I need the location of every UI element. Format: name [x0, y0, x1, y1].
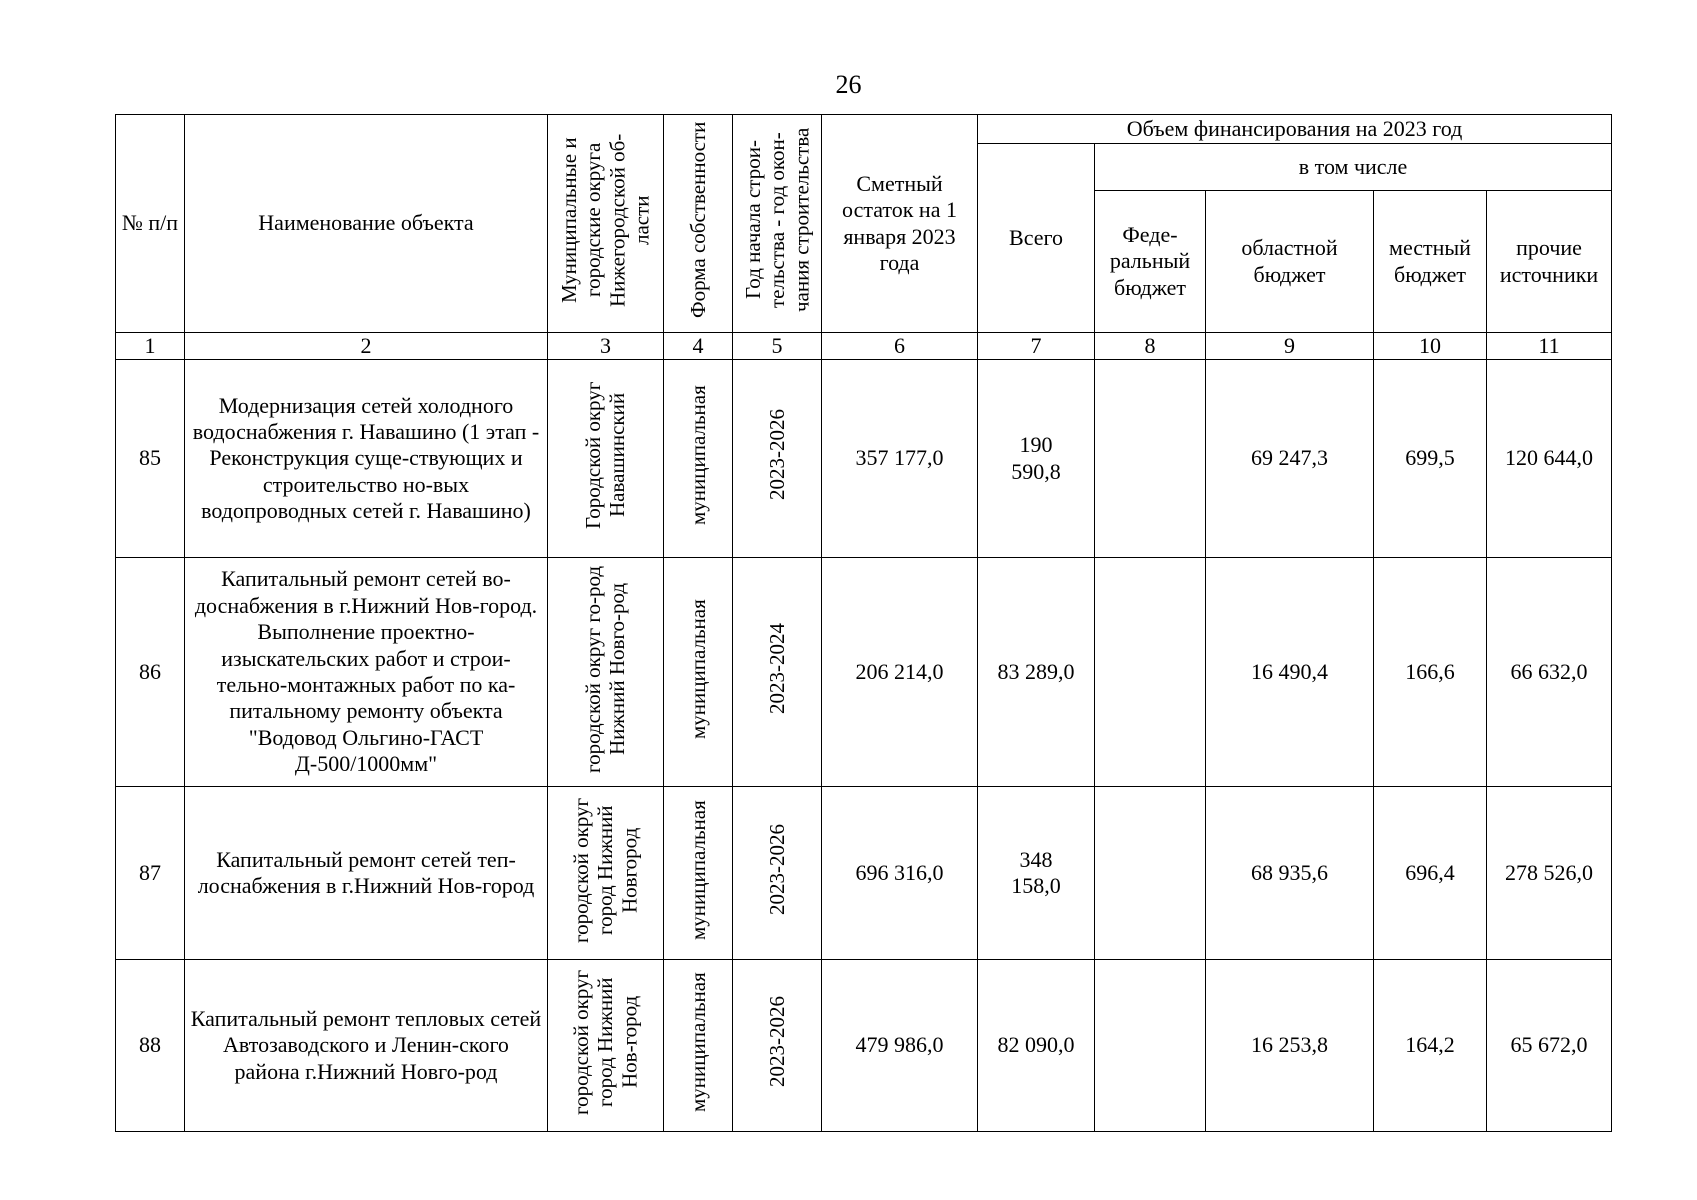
header-years-text: Год начала строи-тельства - год окон-чания строительства: [740, 128, 814, 313]
years-cell: [733, 960, 822, 1131]
total-value: 82 090,0: [978, 960, 1095, 1131]
municipality-cell: [548, 360, 664, 558]
municipality-text: городской округ город Нижний Новгород: [569, 797, 642, 943]
column-index: 8: [1095, 333, 1206, 360]
ownership-text: муниципальная: [685, 972, 710, 1113]
estimate-value: 479 986,0: [822, 960, 978, 1131]
ownership-text: муниципальная: [685, 598, 710, 739]
object-name: Капитальный ремонт сетей теп-лоснабжения в г.Нижний Нов-город: [185, 787, 548, 960]
column-index: 1: [116, 333, 185, 360]
years-text: 2023-2026: [764, 409, 789, 501]
estimate-value: 206 214,0: [822, 558, 978, 787]
header-name: Наименование объекта: [185, 115, 548, 333]
header-total: Всего: [978, 144, 1095, 333]
header-other: прочие источники: [1487, 191, 1612, 333]
regional-value: 16 253,8: [1206, 960, 1374, 1131]
header-years: [733, 115, 822, 333]
table-row: [116, 360, 1612, 558]
financing-table: [115, 114, 1612, 1132]
row-num: 85: [116, 360, 185, 558]
table-row: [116, 787, 1612, 960]
row-num: 87: [116, 787, 185, 960]
object-name: Капитальный ремонт тепловых сетей Автозаводского и Ленин-ского района г.Нижний Новго-род: [185, 960, 548, 1131]
years-cell: [733, 558, 822, 787]
ownership-text: муниципальная: [685, 385, 710, 526]
ownership-cell: [664, 360, 733, 558]
regional-value: 69 247,3: [1206, 360, 1374, 558]
local-value: 166,6: [1374, 558, 1487, 787]
column-index: 9: [1206, 333, 1374, 360]
column-index: 10: [1374, 333, 1487, 360]
years-cell: [733, 360, 822, 558]
municipality-text: городской округ го-род Нижний Новго-род: [581, 565, 630, 773]
table-row: [116, 558, 1612, 787]
header-municipal: [548, 115, 664, 333]
row-num: 88: [116, 960, 185, 1131]
ownership-cell: [664, 960, 733, 1131]
years-text: 2023-2024: [764, 623, 789, 715]
column-index: 5: [733, 333, 822, 360]
federal-value: [1095, 558, 1206, 787]
municipality-cell: [548, 558, 664, 787]
ownership-cell: [664, 558, 733, 787]
local-value: 696,4: [1374, 787, 1487, 960]
other-value: 278 526,0: [1487, 787, 1612, 960]
page-number: 26: [835, 70, 862, 99]
other-value: 66 632,0: [1487, 558, 1612, 787]
header-municipal-text: Муниципальные и городские округа Нижегородской об-ласти: [557, 133, 654, 307]
ownership-text: муниципальная: [685, 800, 710, 940]
column-index: 11: [1487, 333, 1612, 360]
total-value: 190 590,8: [978, 360, 1095, 558]
other-value: 120 644,0: [1487, 360, 1612, 558]
column-index-row: [116, 333, 1612, 360]
ownership-cell: [664, 787, 733, 960]
regional-value: 16 490,4: [1206, 558, 1374, 787]
object-name: Капитальный ремонт сетей во-доснабжения в г.Нижний Нов-город. Выполнение проектно-изыскательских работ и строи-тельно-монтажных работ по ка-питальному ремонту объекта "Водовод Ольгино-ГАСТ Д-500/1000мм": [185, 558, 548, 787]
estimate-value: 357 177,0: [822, 360, 978, 558]
municipality-text: городской округ город Нижний Нов-город: [569, 969, 642, 1115]
total-value: 348 158,0: [978, 787, 1095, 960]
header-ownership-text: Форма собственности: [685, 122, 710, 319]
header-including: в том числе: [1095, 144, 1612, 191]
years-text: 2023-2026: [764, 824, 789, 916]
column-index: 4: [664, 333, 733, 360]
header-estimate: Сметный остаток на 1 января 2023 года: [822, 115, 978, 333]
object-name: Модернизация сетей холодного водоснабжения г. Навашино (1 этап - Реконструкция суще-ствующих и строительство но-вых водопроводных сетей г. Навашино): [185, 360, 548, 558]
federal-value: [1095, 787, 1206, 960]
table-row: [116, 960, 1612, 1131]
other-value: 65 672,0: [1487, 960, 1612, 1131]
federal-value: [1095, 960, 1206, 1131]
local-value: 699,5: [1374, 360, 1487, 558]
header-num: № п/п: [116, 115, 185, 333]
federal-value: [1095, 360, 1206, 558]
header-funding-group: Объем финансирования на 2023 год: [978, 115, 1612, 144]
row-num: 86: [116, 558, 185, 787]
municipality-cell: [548, 787, 664, 960]
years-text: 2023-2026: [764, 996, 789, 1088]
column-index: 3: [548, 333, 664, 360]
regional-value: 68 935,6: [1206, 787, 1374, 960]
header-local: местный бюджет: [1374, 191, 1487, 333]
header-regional: областной бюджет: [1206, 191, 1374, 333]
header-ownership: [664, 115, 733, 333]
municipality-cell: [548, 960, 664, 1131]
estimate-value: 696 316,0: [822, 787, 978, 960]
header-federal: Феде-ральный бюджет: [1095, 191, 1206, 333]
local-value: 164,2: [1374, 960, 1487, 1131]
column-index: 6: [822, 333, 978, 360]
column-index: 2: [185, 333, 548, 360]
years-cell: [733, 787, 822, 960]
total-value: 83 289,0: [978, 558, 1095, 787]
municipality-text: Городской округ Навашинский: [581, 381, 630, 529]
column-index: 7: [978, 333, 1095, 360]
